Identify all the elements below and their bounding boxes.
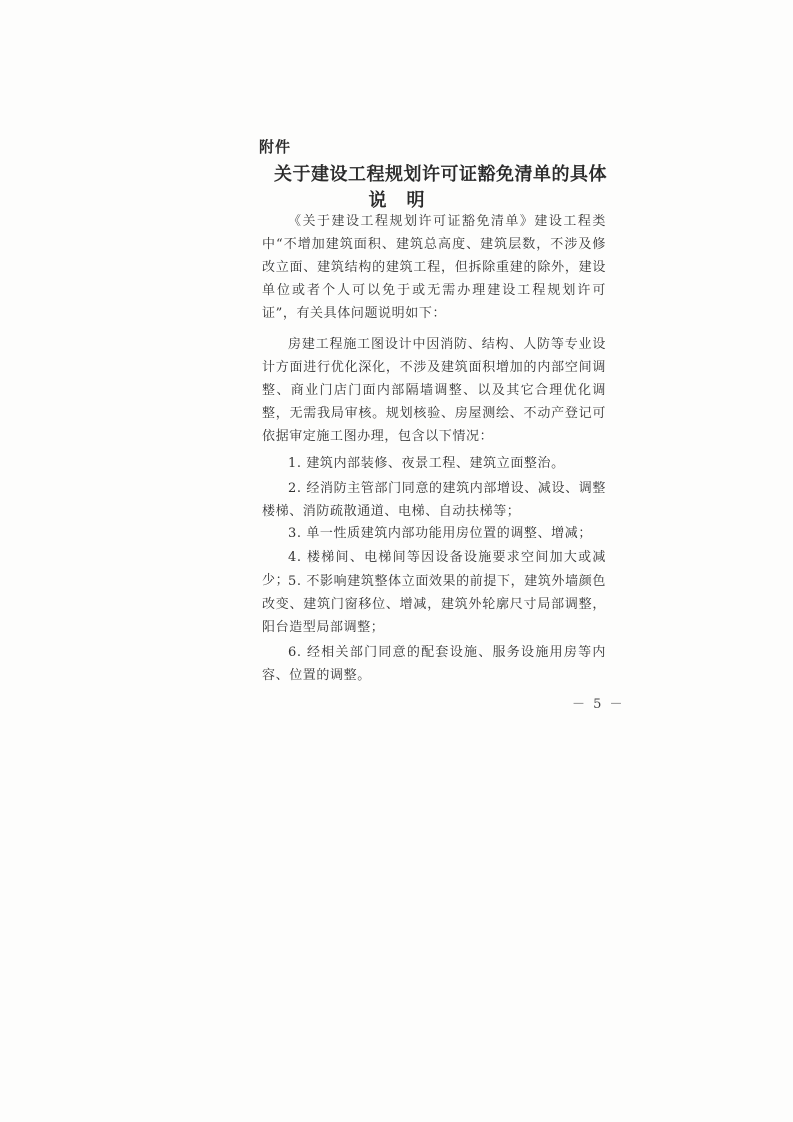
explanation-paragraph: 房建工程施工图设计中因消防、结构、人防等专业设计方面进行优化深化，不涉及建筑面积增加的内部空间调整、商业门店门面内部隔墙调整、以及其它合理优化调整，无需我局审核。规划核验、房屋测绘、不动产登记可依据审定施工图办理，包含以下情况： [262,337,606,444]
page-number: － 5 － [572,697,625,712]
attachment-label: 附件 [259,138,292,156]
list-item: 2. 经消防主管部门同意的建筑内部增设、减设、调整楼梯、消防疏散通道、电梯、自动扶梯等； [262,481,606,519]
intro-paragraph: 《关于建设工程规划许可证豁免清单》建设工程类中“不增加建筑面积、建筑总高度、建筑层数，不涉及修改立面、建筑结构的建筑工程，但拆除重建的除外，建设单位或者个人可以免于或无需办理建设工程规划许可证”，有关具体问题说明如下： [262,214,606,321]
list-item: 3. 单一性质建筑内部功能用房位置的调整、增减； [288,526,592,541]
list-item: 5. 不影响建筑整体立面效果的前提下，建筑外墙颜色改变、建筑门窗移位、增减，建筑外轮廓尺寸局部调整，阳台造型局部调整； [262,574,606,635]
document-title-line2: 说明 [368,190,445,211]
list-item: 6. 经相关部门同意的配套设施、服务设施用房等内容、位置的调整。 [262,645,606,683]
list-item: 4. 楼梯间、电梯间等因设备设施要求空间加大或减少； [262,550,606,588]
document-title: 关于建设工程规划许可证豁免清单的具体 [274,164,607,185]
list-item: 1. 建筑内部装修、夜景工程、建筑立面整治。 [288,456,565,471]
